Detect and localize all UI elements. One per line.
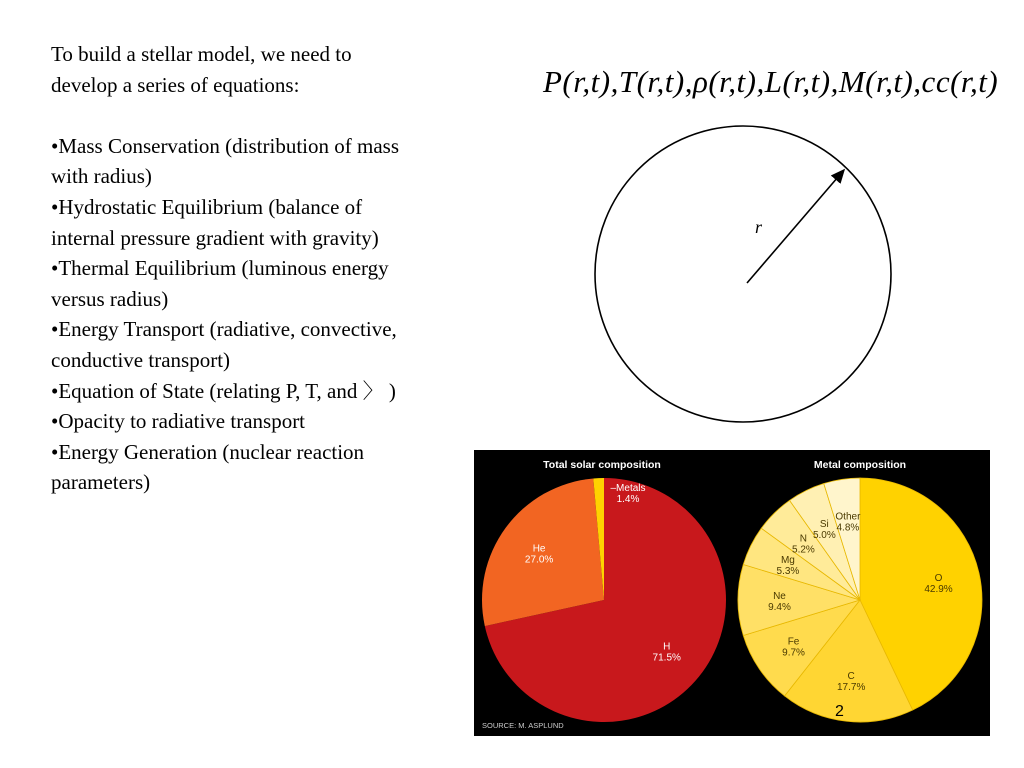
bullet-energy-generation-cont: parameters) [51, 470, 151, 495]
pie-label-c: C [847, 671, 855, 683]
source-credit: SOURCE: M. ASPLUND [482, 721, 564, 730]
pie-value-mg: 5.3% [776, 566, 800, 578]
chart-title-total: Total solar composition [543, 459, 661, 471]
bullet-hydrostatic-equilibrium: •Hydrostatic Equilibrium (balance of [51, 194, 363, 219]
chart-title-metal: Metal composition [813, 459, 907, 471]
pie-label-n: N [799, 533, 808, 545]
bullet-opacity: •Opacity to radiative transport [51, 409, 306, 434]
pie-label-o: O [934, 573, 943, 585]
bullet-equation-of-state: •Equation of State (relating P, T, and 〉 ) [51, 378, 396, 403]
pie-label-h: H [663, 641, 671, 653]
pie-label-he: He [532, 543, 546, 555]
radius-label: r [755, 217, 763, 237]
bullet-energy-transport-cont: conductive transport) [51, 347, 231, 372]
pie-value-o: 42.9% [924, 584, 953, 596]
pie-value-he: 27.0% [524, 554, 554, 566]
intro-line: develop a series of equations: [51, 72, 300, 97]
star-radius-diagram [590, 115, 900, 435]
intro-line: To build a stellar model, we need to [51, 42, 352, 66]
pie-label-other: Other [835, 511, 861, 523]
bullet-thermal-equilibrium: •Thermal Equilibrium (luminous energy [51, 256, 389, 281]
state-variables-equation: P(r,t),T(r,t),ρ(r,t),L(r,t),M(r,t),cc(r,t) [543, 64, 999, 99]
solar-composition-charts [474, 450, 990, 736]
page-number: 2 [835, 703, 844, 720]
pie-label-fe: Fe [787, 636, 800, 648]
pie-value-fe: 9.7% [782, 647, 805, 659]
pie-label-si: Si [819, 518, 829, 530]
pie-value-ne: 9.4% [768, 602, 791, 613]
bullet-thermal-equilibrium-cont: versus radius) [51, 286, 169, 311]
bullet-mass-conservation-cont: with radius) [51, 164, 152, 189]
pie-label-mg: Mg [780, 555, 795, 567]
bullet-energy-generation: •Energy Generation (nuclear reaction [51, 439, 365, 464]
bullet-energy-transport: •Energy Transport (radiative, convective, [51, 317, 397, 342]
pie-label-metals: –Metals [610, 483, 646, 494]
slide-text [51, 39, 491, 498]
bullet-hydrostatic-equilibrium-cont: internal pressure gradient with gravity) [51, 225, 379, 250]
pie-label-ne: Ne [773, 591, 786, 602]
pie-value-h: 71.5% [652, 652, 681, 664]
bullet-mass-conservation: •Mass Conservation (distribution of mass [51, 133, 399, 158]
pie-value-metals: 1.4% [616, 494, 640, 505]
star-circle [595, 126, 891, 422]
pie-value-si: 5.0% [812, 529, 836, 541]
pie-value-c: 17.7% [836, 682, 866, 694]
pie-value-n: 5.2% [792, 544, 815, 556]
pie-value-other: 4.8% [836, 522, 860, 534]
